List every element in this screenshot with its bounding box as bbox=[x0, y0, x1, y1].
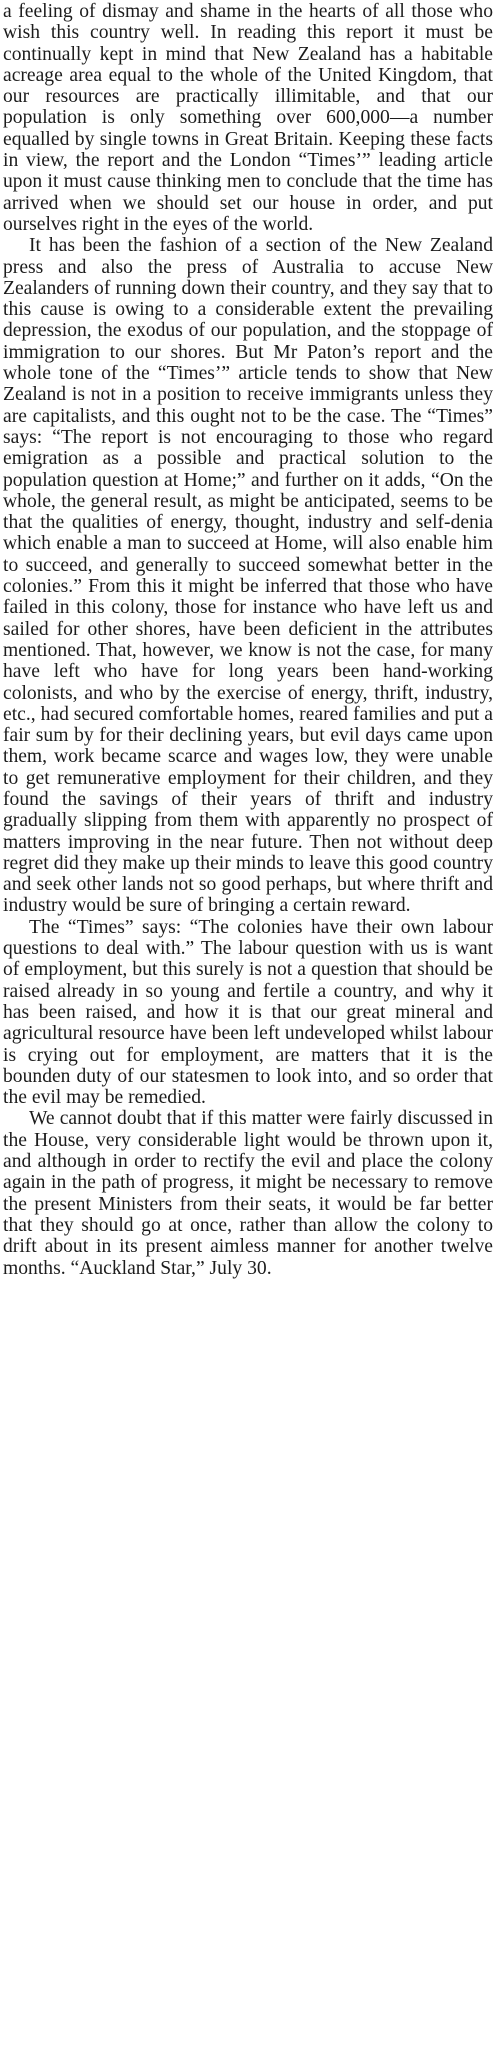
article-paragraph-2: It has been the fashion of a section of the New Zealand press and also the press of Australia to accuse New Zealanders of running down their country, and they say that to this cause is owing to a considerable extent the prevailing depression, the exodus of our population, and the stoppage of immigration to our shores. But Mr Paton’s report and the whole tone of the “Times’” article tends to show that New Zealand is not in a position to receive immigrants unless they are capitalists, and this ought not to be the case. The “Times” says: “The report is not encouraging to those who regard emigration as a possible and practical solution to the population question at Home;” and further on it adds, “On the whole, the general result, as might be anticipated, seems to be that the qualities of energy, thought, industry and self-denia which enable a man to succeed at Home, will also enable him to succeed, and generally to succeed somewhat better in the colonies.” From this it might be inferred that those who have failed in this colony, those for instance who have left us and sailed for other shores, have been deficient in the attributes mentioned. That, however, we know is not the case, for many have left who have for long years been hand-working colonists, and who by the exercise of energy, thrift, industry, etc., had secured comfortable homes, reared families and put a fair sum by for their declining years, but evil days came upon them, work became scarce and wages low, they were unable to get remunerative employment for their children, and they found the savings of their years of thrift and industry gradually slipping from them with apparently no prospect of matters improving in the near future. Then not without deep regret did they make up their minds to leave this good country and seek other lands not so good perhaps, but where thrift and industry would be sure of bringing a certain reward. bbox=[3, 235, 493, 917]
newspaper-column bbox=[3, 1, 493, 1279]
article-paragraph-3: The “Times” says: “The colonies have their own labour questions to deal with.” The labour question with us is want of employment, but this surely is not a question that should be raised already in so young and fertile a country, and why it has been raised, and how it is that our great mineral and agricultural resource have been left undeveloped whilst labour is crying out for employment, are matters that it is the bounden duty of our statesmen to look into, and so order that the evil may be remedied. bbox=[3, 916, 493, 1109]
article-paragraph-4: We cannot doubt that if this matter were fairly discussed in the House, very considerable light would be thrown upon it, and although in order to rectify the evil and place the colony again in the path of progress, it might be necessary to remove the present Ministers from their seats, it would be far better that they should go at once, rather than allow the colony to drift about in its present aimless manner for another twelve months. “Auckland Star,” July 30. bbox=[3, 1108, 493, 1279]
article-paragraph-1: a feeling of dismay and shame in the hearts of all those who wish this country well. In reading this report it must be continually kept in mind that New Zealand has a habitable acreage area equal to the whole of the United Kingdom, that our resources are practically illimitable, and that our population is only something over 600,000—a number equalled by single towns in Great Britain. Keeping these facts in view, the report and the London “Times’” leading article upon it must cause thinking men to conclude that the time has arrived when we should set our house in order, and put ourselves right in the eyes of the world. bbox=[3, 1, 493, 235]
